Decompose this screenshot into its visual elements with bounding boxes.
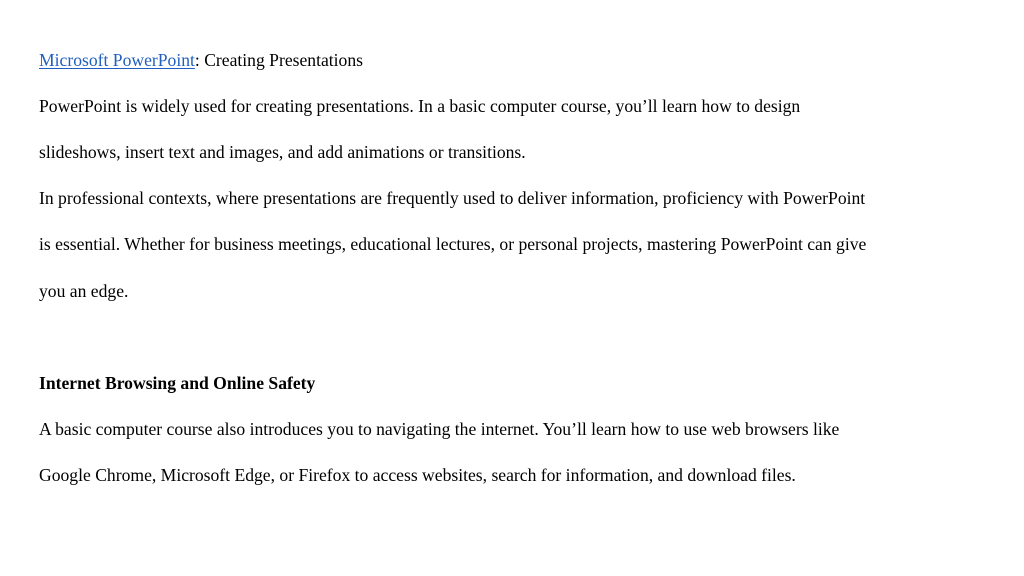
paragraph-line: slideshows, insert text and images, and add animations or transitions. xyxy=(39,142,526,162)
paragraph-line: A basic computer course also introduces you to navigating the internet. You’ll learn how to use web browsers like xyxy=(39,419,840,439)
section-heading-internet-browsing: Internet Browsing and Online Safety xyxy=(39,373,316,393)
microsoft-powerpoint-link[interactable]: Microsoft PowerPoint xyxy=(39,50,195,70)
section-title-rest: : Creating Presentations xyxy=(194,50,363,70)
paragraph-line: In professional contexts, where presentations are frequently used to deliver information, proficiency with PowerPoint xyxy=(39,188,866,208)
paragraph-line: Google Chrome, Microsoft Edge, or Firefox to access websites, search for information, and download files. xyxy=(39,465,796,485)
paragraph-line: is essential. Whether for business meetings, educational lectures, or personal projects, mastering PowerPoint can give xyxy=(39,234,867,254)
section-title-powerpoint xyxy=(39,49,363,71)
paragraph-line: you an edge. xyxy=(39,281,129,301)
paragraph-line: PowerPoint is widely used for creating presentations. In a basic computer course, you’ll learn how to design xyxy=(39,96,801,116)
